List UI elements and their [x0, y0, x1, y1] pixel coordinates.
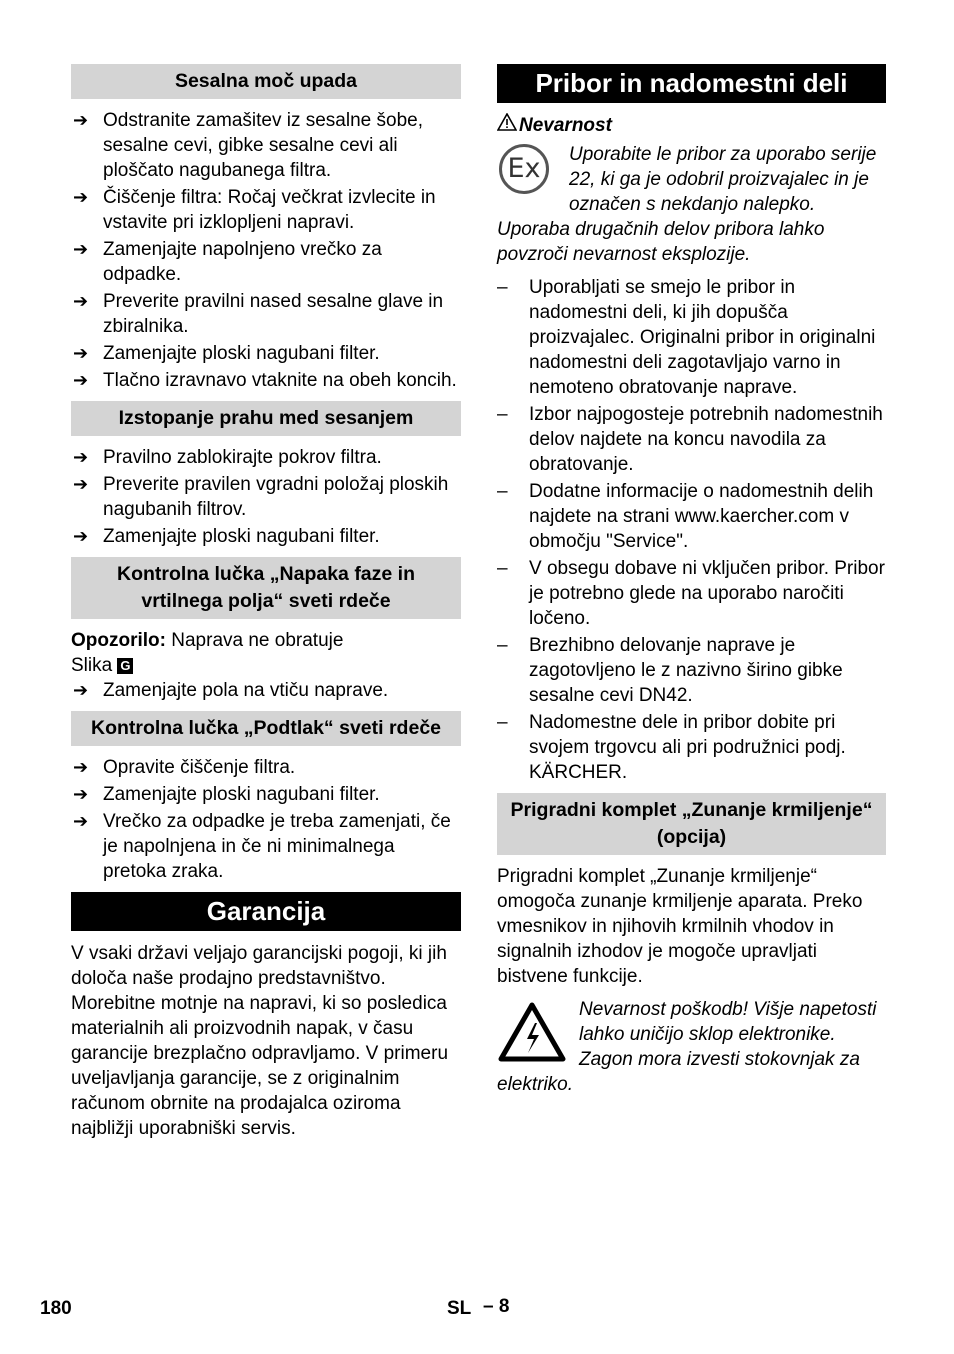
- electrical-danger-text: Nevarnost poškodb! Višje napetosti lahko uničijo sklop elektronike. Zagon mora izvesti stokovnjak za elektriko.: [497, 999, 877, 1095]
- right-column: [497, 64, 886, 1097]
- left-column: [71, 64, 461, 1141]
- list-item: ➔ Pravilno zablokirajte pokrov filtra.: [71, 445, 461, 470]
- list-item: ➔ Opravite čiščenje filtra.: [71, 755, 461, 780]
- warning-label: Opozorilo:: [71, 630, 166, 651]
- warranty-text: V vsaki državi veljajo garancijski pogoji, ki jih določa naše prodajno predstavništvo. Morebitne motnje na napravi, ki so posledica materialnih ali proizvodnih napak, v času garancije brezplačno odpravljamo. V primeru uveljavljanja garancije, se z originalnim računom obrnite na prodajalca oziroma najbližji uporabniški servis.: [71, 943, 449, 1139]
- list-item: ➔ Preverite pravilen vgradni položaj ploskih nagubanih filtrov.: [71, 472, 461, 522]
- list-item: ➔ Čiščenje filtra: Ročaj večkrat izvlecite in vstavite pri izklopljeni napravi.: [71, 185, 461, 235]
- section-heading-warranty: Garancija: [71, 892, 461, 931]
- explosion-warning-text-1: Uporabite le pribor za uporabo serije 22, ki ga je odobril proizvajalec in je označen s nekdanjo nalepko.: [569, 144, 877, 215]
- dust-escape-steps: [71, 445, 461, 549]
- suction-power-steps: [71, 108, 461, 393]
- list-item: – Nadomestne dele in pribor dobite pri svojem trgovcu ali pri podružnici podj. KÄRCHER.: [497, 710, 886, 785]
- list-item: – Brezhibno delovanje naprave je zagotovljeno le z nazivno širino gibke sesalne cevi DN42.: [497, 633, 886, 708]
- list-item: ➔ Preverite pravilni nased sesalne glave in zbiralnika.: [71, 289, 461, 339]
- external-control-kit-text: Prigradni komplet „Zunanje krmiljenje“ omogoča zunanje krmiljenje aparata. Preko vmesnikov in njihovih krmilnih vhodov in signalnih izhodov je mogoče upravljati bistvene funkcije.: [497, 866, 863, 987]
- explosion-warning-text-2: Uporaba drugačnih delov pribora lahko povzroči nevarnost eksplozije.: [497, 219, 825, 265]
- section-heading-suction-power: Sesalna moč upada: [71, 64, 461, 99]
- phase-error-steps: [71, 678, 461, 703]
- list-item: ➔ Zamenjajte napolnjeno vrečko za odpadke.: [71, 237, 461, 287]
- explosion-protection-icon: Ex: [499, 144, 549, 194]
- figure-label: Slika: [71, 655, 118, 676]
- section-heading-vacuum-lamp: Kontrolna lučka „Podtlak“ sveti rdeče: [71, 711, 461, 746]
- list-item: – Izbor najpogosteje potrebnih nadomestnih delov najdete na koncu navodila za obratovanje.: [497, 402, 886, 477]
- section-heading-phase-error-lamp: Kontrolna lučka „Napaka faze in vrtilnega polja“ sveti rdeče: [71, 557, 461, 619]
- list-item: – V obsegu dobave ni vključen pribor. Pribor je potrebno glede na uporabo naročiti ločeno.: [497, 556, 886, 631]
- list-item: ➔ Zamenjajte ploski nagubani filter.: [71, 782, 461, 807]
- section-heading-external-control-kit: Prigradni komplet „Zunanje krmiljenje“ (opcija): [497, 793, 886, 855]
- explosion-warning: [497, 142, 886, 275]
- section-heading-accessories: Pribor in nadomestni deli: [497, 64, 886, 103]
- figure-symbol: G: [117, 658, 133, 674]
- list-item: ➔ Zamenjajte ploski nagubani filter.: [71, 341, 461, 366]
- danger-label: Nevarnost: [519, 115, 612, 136]
- electrical-danger-warning: [497, 997, 886, 1097]
- warning-triangle-icon: [497, 113, 519, 138]
- list-item: ➔ Tlačno izravnavo vtaknite na obeh koncih.: [71, 368, 461, 393]
- accessories-list: [497, 275, 886, 785]
- figure-reference: [71, 653, 461, 678]
- warning-text: Naprava ne obratuje: [165, 630, 344, 651]
- list-item: – Dodatne informacije o nadomestnih delih najdete na strani www.kaercher.com v območju "Service".: [497, 479, 886, 554]
- list-item: – Uporabljati se smejo le pribor in nadomestni deli, ki jih dopušča proizvajalec. Originalni pribor in originalni nadomestni deli zagotavljajo varno in nemoteno obratovanje naprave.: [497, 275, 886, 400]
- list-item: ➔ Vrečko za odpadke je treba zamenjati, če je napolnjena in če ni minimalnega pretoka zraka.: [71, 809, 461, 884]
- warning-line: [71, 628, 461, 653]
- sub-page-number: – 8: [483, 1296, 510, 1317]
- list-item: ➔ Zamenjajte ploski nagubani filter.: [71, 524, 461, 549]
- language-code: SL: [447, 1298, 472, 1319]
- page-number: 180: [40, 1298, 72, 1319]
- list-item: ➔ Odstranite zamašitev iz sesalne šobe, sesalne cevi, gibke sesalne cevi ali ploščato nagubanega filtra.: [71, 108, 461, 183]
- danger-heading: [497, 113, 886, 138]
- vacuum-lamp-steps: [71, 755, 461, 884]
- list-item: ➔ Zamenjajte pola na vtiču naprave.: [71, 678, 461, 703]
- high-voltage-icon: [497, 1001, 567, 1063]
- section-heading-dust-escape: Izstopanje prahu med sesanjem: [71, 401, 461, 436]
